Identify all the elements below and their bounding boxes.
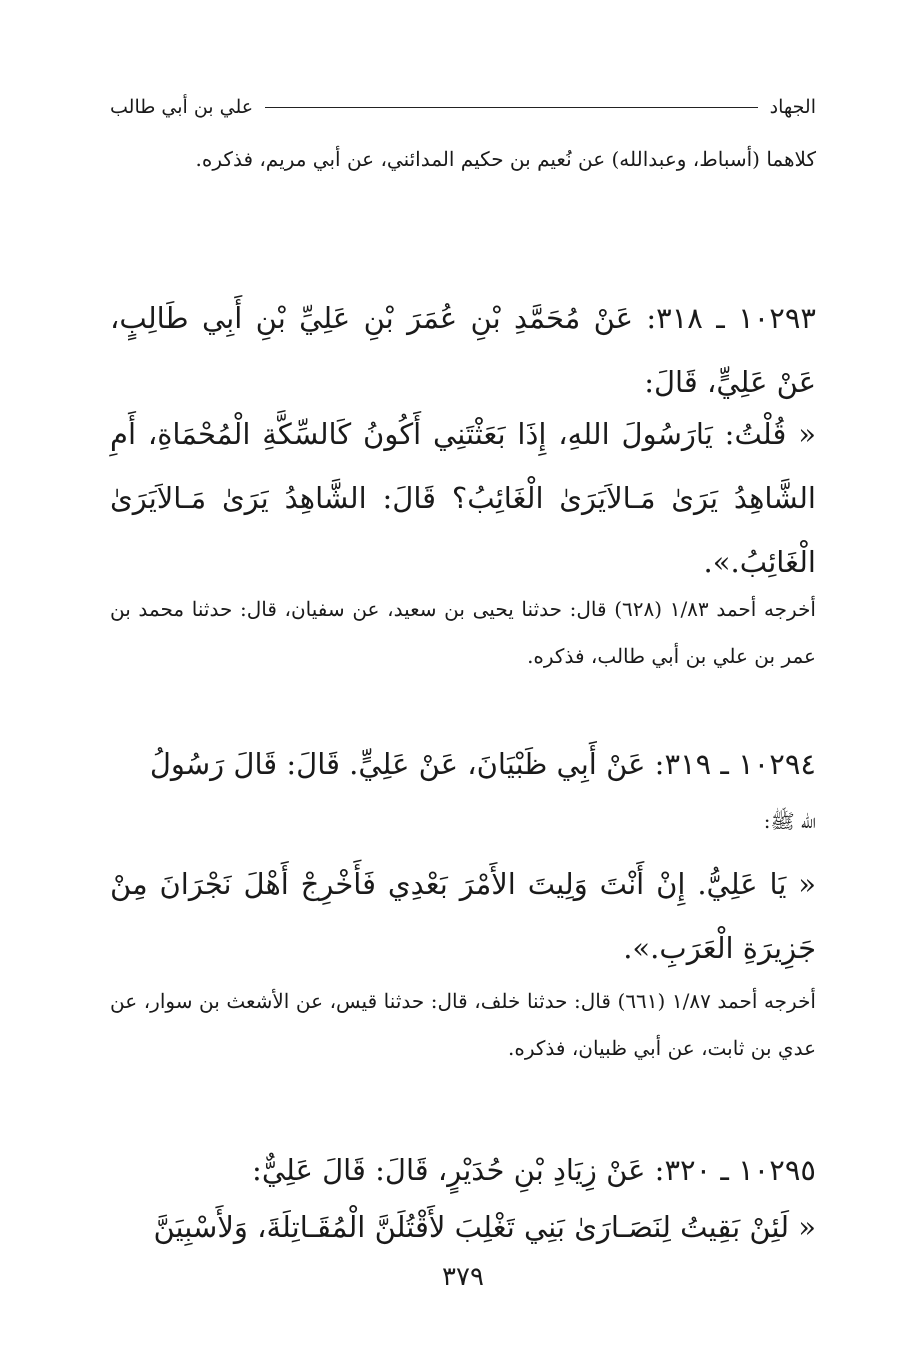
hadith-10293-isnad: ١٠٢٩٣ ـ ٣١٨: عَنْ مُحَمَّدِ بْنِ عُمَرَ بْنِ عَلِيِّ بْنِ أَبِي طَالِبٍ، عَنْ عَلِيٍّ، قَالَ: (110, 301, 816, 399)
header-rule (265, 107, 758, 108)
hadith-10294-takhrij: أخرجه أحمد ١/٨٧ (٦٦١) قال: حدثنا خلف، قال: حدثنا قيس، عن الأشعث بن سوار، عن عدي بن ثابت، عن أبي ظبيان، فذكره. (110, 989, 816, 1060)
hadith-10295-matn: « لَئِنْ بَقِيتُ لِنَصَـارَىٰ بَنِي تَغْلِبَ لأَقْتُلَنَّ الْمُقَـاتِلَةَ، وَلأَسْبِيَنَّ (153, 1210, 816, 1244)
book-page (110, 0, 816, 1347)
hadith-10294-matn: « يَا عَلِيُّ. إِنْ أَنْتَ وَلِيتَ الأَمْرَ بَعْدِي فَأَخْرِجْ أَهْلَ نَجْرَانَ مِنْ جَزِيرَةِ الْعَرَبِ.». (110, 867, 816, 965)
hadith-10294-isnad-tail: الله ﷺ: (763, 809, 816, 833)
hadith-10293-matn: « قُلْتُ: يَارَسُولَ اللهِ، إِذَا بَعَثْتَنِي أَكُونُ كَالسِّكَّةِ الْمُحْمَاةِ، أَمِ الشَّاهِدُ يَرَىٰ مَـالاَيَرَىٰ الْغَائِبُ؟ قَالَ: الشَّاهِدُ يَرَىٰ مَـالاَيَرَىٰ الْغَائِبُ.». (110, 417, 816, 579)
hadith-10295-isnad: ١٠٢٩٥ ـ ٣٢٠: عَنْ زِيَادِ بْنِ حُدَيْرٍ، قَالَ: قَالَ عَلِيٌّ: (252, 1153, 816, 1187)
page-number: ٣٧٩ (442, 1262, 484, 1292)
hadith-10294-isnad: ١٠٢٩٤ ـ ٣١٩: عَنْ أَبِي ظَبْيَانَ، عَنْ عَلِيٍّ. قَالَ: قَالَ رَسُولُ (149, 747, 816, 781)
hadith-10293-takhrij: أخرجه أحمد ١/٨٣ (٦٢٨) قال: حدثنا يحيى بن سعيد، عن سفيان، قال: حدثنا محمد بن عمر بن علي بن أبي طالب، فذكره. (110, 597, 816, 668)
intro-note: كلاهما (أسباط، وعبدالله) عن نُعيم بن حكيم المدائني، عن أبي مريم، فذكره. (195, 147, 816, 171)
header-section-title: علي بن أبي طالب (110, 96, 254, 118)
running-header (110, 92, 816, 122)
header-chapter-title: الجهاد (769, 96, 816, 118)
